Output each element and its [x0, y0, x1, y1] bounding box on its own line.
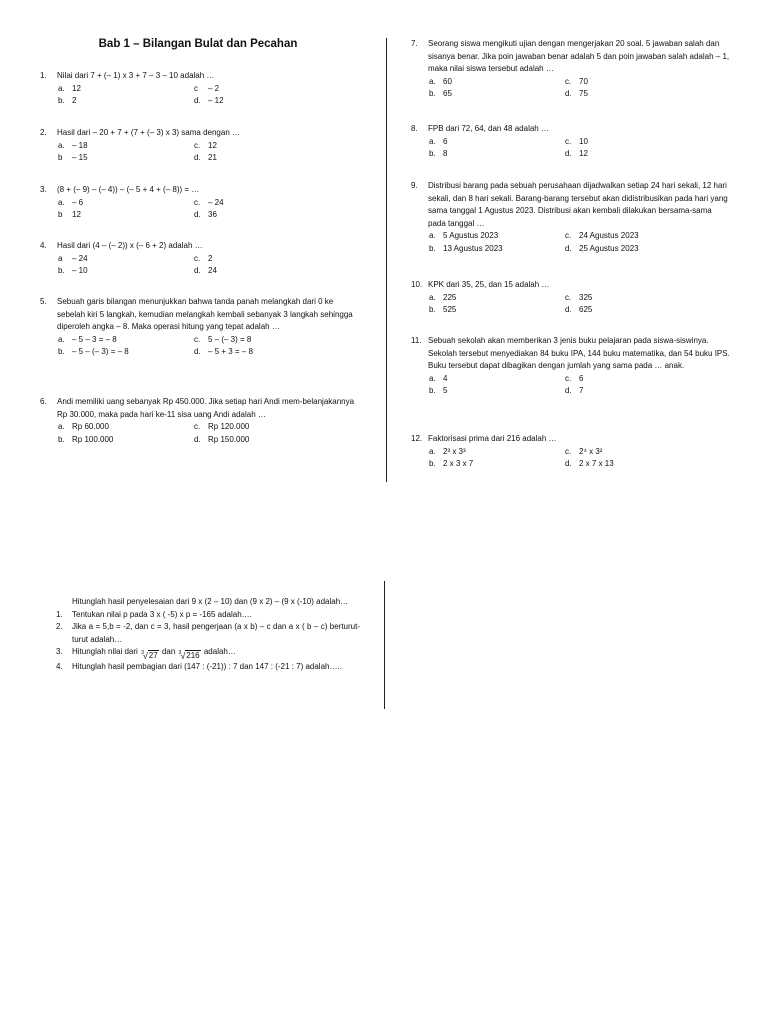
question-text: Faktorisasi prima dari 216 adalah … — [428, 434, 557, 443]
question-5 — [40, 296, 360, 359]
option-d: d. 625 — [565, 305, 593, 314]
option-d: d. 75 — [565, 89, 588, 98]
option-a: a. 225 — [429, 292, 457, 302]
question-11 — [411, 335, 731, 398]
option-b: b. Rp 100.000 — [58, 434, 114, 444]
option-d: d. 21 — [194, 153, 217, 162]
cube-root-216: 3 √ 216 — [178, 650, 200, 661]
option-b: b. 5 — [429, 386, 448, 395]
question-9 — [411, 180, 731, 255]
option-b: b. 525 — [429, 305, 457, 314]
option-b: b. 2 x 3 x 7 — [429, 459, 474, 468]
question-number: 2. — [40, 128, 47, 137]
question-number: 4. — [40, 241, 47, 250]
essay-item-2: 2. Jika a = 5,b = -2, dan c = 3, hasil pengerjaan (a x b) – c dan a x ( b – c) berturut-turut adalah… — [56, 622, 360, 644]
option-b: b – 15 — [58, 153, 88, 162]
option-a: a. 60 — [429, 76, 452, 86]
essay-intro: Hitunglah hasil penyelesaian dari 9 x (2 – 10) dan (9 x 2) – (9 x (-10) adalah… — [72, 597, 349, 606]
option-d: d. 12 — [565, 149, 588, 158]
question-text: Andi memiliki uang sebanyak Rp 450.000. Jika setiap hari Andi mem-belanjakannya Rp 30.000, maka pada hari ke-11 sisa uang Andi adalah … — [57, 397, 355, 419]
option-c: c. 12 — [194, 140, 217, 150]
option-a: a. 6 — [429, 136, 448, 146]
question-7 — [411, 38, 731, 101]
option-c: c. 6 — [565, 373, 584, 383]
option-b: b. – 5 – (– 3) = – 8 — [58, 347, 129, 356]
option-c: c – 2 — [194, 83, 220, 93]
option-b: b. 2 — [58, 96, 77, 105]
question-number: 11. — [411, 336, 422, 345]
question-4 — [40, 240, 360, 278]
option-b: b 12 — [58, 210, 81, 219]
option-a: a. 4 — [429, 373, 448, 383]
option-b: b. 8 — [429, 149, 448, 158]
question-number: 10. — [411, 280, 423, 289]
question-number: 3. — [40, 185, 47, 194]
column-divider-top — [386, 38, 387, 482]
option-c: c. 70 — [565, 76, 588, 86]
option-d: d. 2 x 7 x 13 — [565, 459, 614, 468]
option-b: b. 13 Agustus 2023 — [429, 243, 503, 253]
option-a: a. – 6 — [58, 197, 84, 207]
option-a: a. – 18 — [58, 140, 88, 150]
question-1 — [40, 70, 360, 108]
cube-root-27: 3 √ 27 — [141, 650, 158, 661]
option-d: d. 25 Agustus 2023 — [565, 243, 639, 253]
question-number: 8. — [411, 124, 418, 133]
option-a: a. – 5 – 3 = – 8 — [58, 334, 117, 344]
option-c: c. Rp 120.000 — [194, 422, 250, 431]
question-text: Distribusi barang pada sebuah perusahaan dijadwalkan setiap 24 hari sekali, 12 hari sekali, dan 8 hari sekali. Barang-barang tersebut akan didistribusikan pada hari yang sama tanggal 1 Agustus 2023. Distribusi akan kembali dilakukan bersama-sama pada tanggal … — [428, 181, 728, 228]
question-12 — [411, 433, 731, 471]
option-a: a. 5 Agustus 2023 — [429, 231, 499, 240]
question-text: FPB dari 72, 64, dan 48 adalah … — [428, 124, 549, 133]
question-number: 12. — [411, 434, 423, 443]
option-d: d. 7 — [565, 386, 584, 395]
option-c: c. 10 — [565, 136, 588, 146]
question-text: Hasil dari (4 – (– 2)) x (– 6 + 2) adalah … — [57, 241, 203, 250]
question-text: Sebuah sekolah akan memberikan 3 jenis buku pelajaran pada siswa-siswinya. Sekolah tersebut menyediakan 84 buku IPA, 144 buku matematika, dan 54 buku IPS. Buku tersebut dapat dibagikan dengan jumlah yang sama pada … anak. — [428, 336, 730, 370]
essay-item-3: 3. Hitunglah nilai dari 3 √ 27 dan 3 √ 216 adalah… — [56, 647, 236, 661]
option-a: a. 2³ x 3³ — [429, 446, 466, 456]
question-8 — [411, 123, 731, 161]
option-b: b. – 10 — [58, 266, 88, 275]
question-text: KPK dari 35, 25, dan 15 adalah … — [428, 280, 550, 289]
option-c: c. 5 – (– 3) = 8 — [194, 334, 252, 344]
question-number: 6. — [40, 397, 47, 406]
option-d: d. – 12 — [194, 96, 224, 105]
option-a: a. 12 — [58, 83, 81, 93]
option-c: c. 24 Agustus 2023 — [565, 231, 639, 240]
page-title: Bab 1 – Bilangan Bulat dan Pecahan — [98, 38, 298, 50]
question-text: Nilai dari 7 + (– 1) x 3 + 7 – 3 – 10 adalah … — [57, 71, 215, 80]
question-number: 5. — [40, 297, 47, 306]
question-text: (8 + (– 9) – (– 4)) – (– 5 + 4 + (– 8)) = … — [57, 185, 200, 194]
question-text: Hasil dari – 20 + 7 + (7 + (– 3) x 3) sama dengan … — [57, 128, 240, 137]
option-d: d. – 5 + 3 = – 8 — [194, 347, 253, 356]
question-number: 9. — [411, 181, 418, 190]
option-a: a. Rp 60.000 — [58, 422, 109, 431]
essay-item-1: 1. Tentukan nilai p pada 3 x ( -5) x p = -165 adalah…. — [56, 609, 252, 619]
question-10 — [411, 279, 731, 317]
column-divider-bottom — [384, 581, 385, 709]
option-c: c. – 24 — [194, 197, 224, 207]
question-text: Seorang siswa mengikuti ujian dengan mengerjakan 20 soal. 5 jawaban salah dan sisanya benar. Jika poin jawaban benar adalah 5 dan poin jawaban salah adalah – 1, maka nilai siswa tersebut adalah … — [428, 39, 730, 73]
essay-item-4: 4. Hitunglah hasil pembagian dari (147 : (-21)) : 7 dan 147 : (-21 : 7) adalah….. — [56, 662, 342, 671]
question-3 — [40, 184, 360, 222]
option-b: b. 65 — [429, 89, 452, 98]
question-text: Sebuah garis bilangan menunjukkan bahwa tanda panah melangkah dari 0 ke sebelah kiri 5 langkah, kemudian melangkah kembali sebanyak 3 langkah sehingga diperoleh angka – 8. Maka operasi hitung yang tepat adalah … — [57, 297, 353, 331]
option-d: d. 36 — [194, 210, 217, 219]
option-c: c. 325 — [565, 292, 593, 302]
question-number: 7. — [411, 39, 418, 48]
option-d: d. 24 — [194, 266, 217, 275]
question-2 — [40, 127, 360, 165]
question-6 — [40, 396, 360, 446]
question-number: 1. — [40, 71, 47, 80]
option-a: a – 24 — [58, 253, 88, 263]
essay-section — [56, 596, 360, 674]
option-c: c. 2⁴ x 3² — [565, 446, 603, 456]
option-d: d. Rp 150.000 — [194, 434, 250, 444]
option-c: c. 2 — [194, 253, 213, 263]
